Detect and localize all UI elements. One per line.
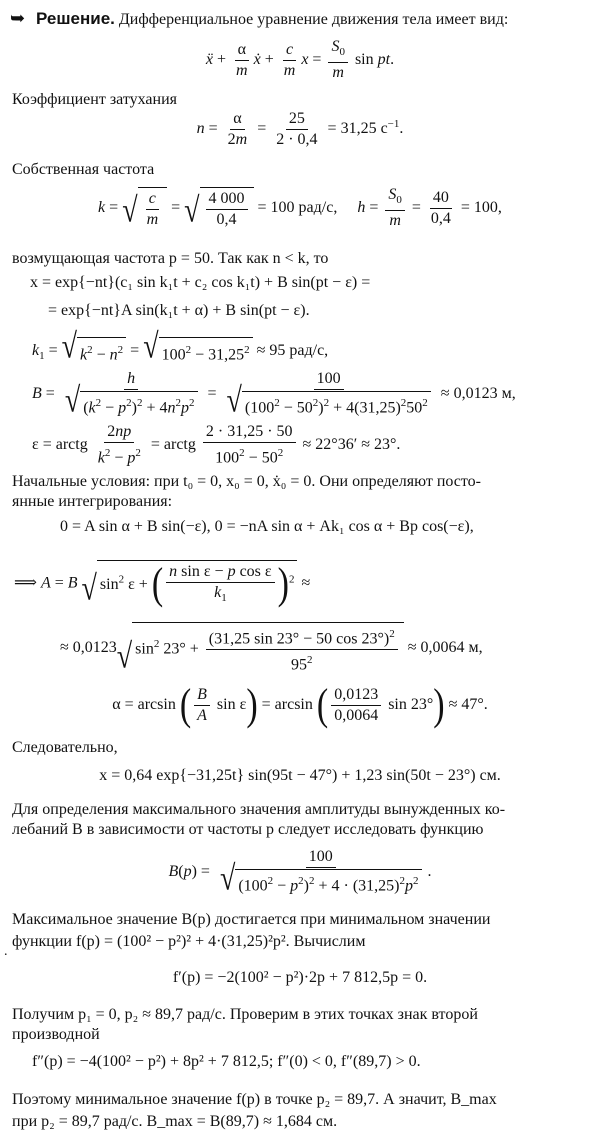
solution-intro: Дифференциальное уравнение движения тела имеет вид: bbox=[118, 11, 509, 28]
equation-A-2: ≈ 0,0123 √ $\sin^2 23^\circ$ + $\frac{(31,25 \sin 23^\circ - 50 \cos 23^\circ)^2}{95^2}$ ≈ 0,0064 м, bbox=[60, 622, 483, 675]
arrow-icon: ➥ bbox=[10, 8, 26, 28]
conclusion-line2: при p₂ = 89,7 рад/с. B_max = B(89,7) ≈ 1,684 см. bbox=[12, 1113, 338, 1130]
paragraph-B-line2: лебаний B в зависимости от частоты p следует исследовать функцию bbox=[12, 821, 484, 838]
equation-epsilon: ε = arctg $\frac{2np}{k^2 - p^2}$ = arctg $\frac{2 \cdot 31,25 \cdot 50}{100^2 - 50^2}$ ≈ 22°36′ ≈ 23°. bbox=[32, 423, 401, 467]
stray-dot: . bbox=[4, 944, 8, 959]
solution-header bbox=[10, 8, 508, 30]
therefore-label: Следовательно, bbox=[12, 739, 118, 756]
equation-Bp: B(p) = 100 √ $(100^2 - p^2)^2 + 4 \cdot (31,25)^2p^2$ . bbox=[168, 848, 432, 899]
equation-A-1: ⟹ A = B √ $\sin^2 \varepsilon$ + ( $\frac{\text{n sin ε − p cos ε}}{k_1}$ )$^2$ ≈ bbox=[14, 560, 311, 609]
roots-line1: Получим p₁ = 0, p₂ ≈ 89,7 рад/с. Проверим в этих точках знак второй bbox=[12, 1006, 478, 1023]
equation-natfreq: k = √ $\frac{c}{m}$ = √ $\frac{4 000}{0,4}$ = 100 рад/с, h = $\frac{S_0}{m}$ = $\frac{40}{0,4}$ = 100, bbox=[98, 186, 502, 231]
equation-x-general-2: = exp{−nt}A sin(k₁t + α) + B sin(pt − ε). bbox=[48, 302, 310, 319]
max-line1: Максимальное значение B(p) достигается при минимальном значении bbox=[12, 911, 491, 928]
paragraph-B-line1: Для определения максимального значения амплитуды вынужденных ко- bbox=[12, 801, 506, 818]
initial-conditions-line2: янные интегрирования: bbox=[12, 493, 173, 510]
equation-motion: ẍ + $\frac{\alpha}{m}$ ẋ + $\frac{c}{m}$ x = $\frac{S_0}{m}$ sin pt. bbox=[205, 38, 395, 82]
max-line2: функции f(p) = (100² − p²)² + 4·(31,25)²p². Вычислим bbox=[12, 933, 366, 950]
equation-k1: $k_1$ = √ $k^2 - n^2$ = √ $100^2 - 31,25^2$ ≈ 95 рад/с, bbox=[32, 327, 329, 367]
conclusion-line1: Поэтому минимальное значение f(p) в точке p₂ = 89,7. А значит, B_max bbox=[12, 1091, 497, 1108]
equation-B: B = h √ $(k^2 - p^2)^2 + 4n^2p^2$ = 100 √ $(100^2 - 50^2)^2 + 4(31,25)^250^2$ ≈ 0,0123 м, bbox=[32, 370, 516, 421]
equation-f-second: f″(p) = −4(100² − p²) + 8p² + 7 812,5; f″(0) < 0, f″(89,7) > 0. bbox=[32, 1053, 421, 1070]
equation-x-general-1: x = exp{−nt}(c₁ sin k₁t + c₂ cos k₁t) + B sin(pt − ε) = bbox=[30, 274, 371, 291]
forcing-line: возмущающая частота p = 50. Так как n < k, то bbox=[12, 250, 329, 267]
equation-fprime: f′(p) = −2(100² − p²)·2p + 7 812,5p = 0. bbox=[172, 969, 428, 986]
equation-x-final: x = 0,64 exp{−31,25t} sin(95t − 47°) + 1,23 sin(50t − 23°) см. bbox=[99, 767, 501, 784]
natfreq-label: Собственная частота bbox=[12, 161, 155, 178]
roots-line2: производной bbox=[12, 1026, 100, 1043]
equation-system: 0 = A sin α + B sin(−ε), 0 = −nA sin α + Ak₁ cos α + Bp cos(−ε), bbox=[60, 518, 474, 535]
damping-label: Коэффициент затухания bbox=[12, 91, 177, 108]
initial-conditions-line1: Начальные условия: при t₀ = 0, x₀ = 0, ẋ₀ = 0. Они определяют посто- bbox=[12, 473, 482, 490]
solution-label: Решение. bbox=[36, 9, 115, 28]
equation-alpha: α = arcsin ( $\frac{B}{A}$ sin ε) = arcsin ( $\frac{0,0123}{0,0064}$ sin 23°) ≈ 47°. bbox=[112, 680, 488, 729]
equation-damping: n = $\frac{\alpha}{2m}$ = $\frac{25}{2 \cdot 0,4}$ = 31,25 $с^{-1}$. bbox=[196, 110, 404, 148]
